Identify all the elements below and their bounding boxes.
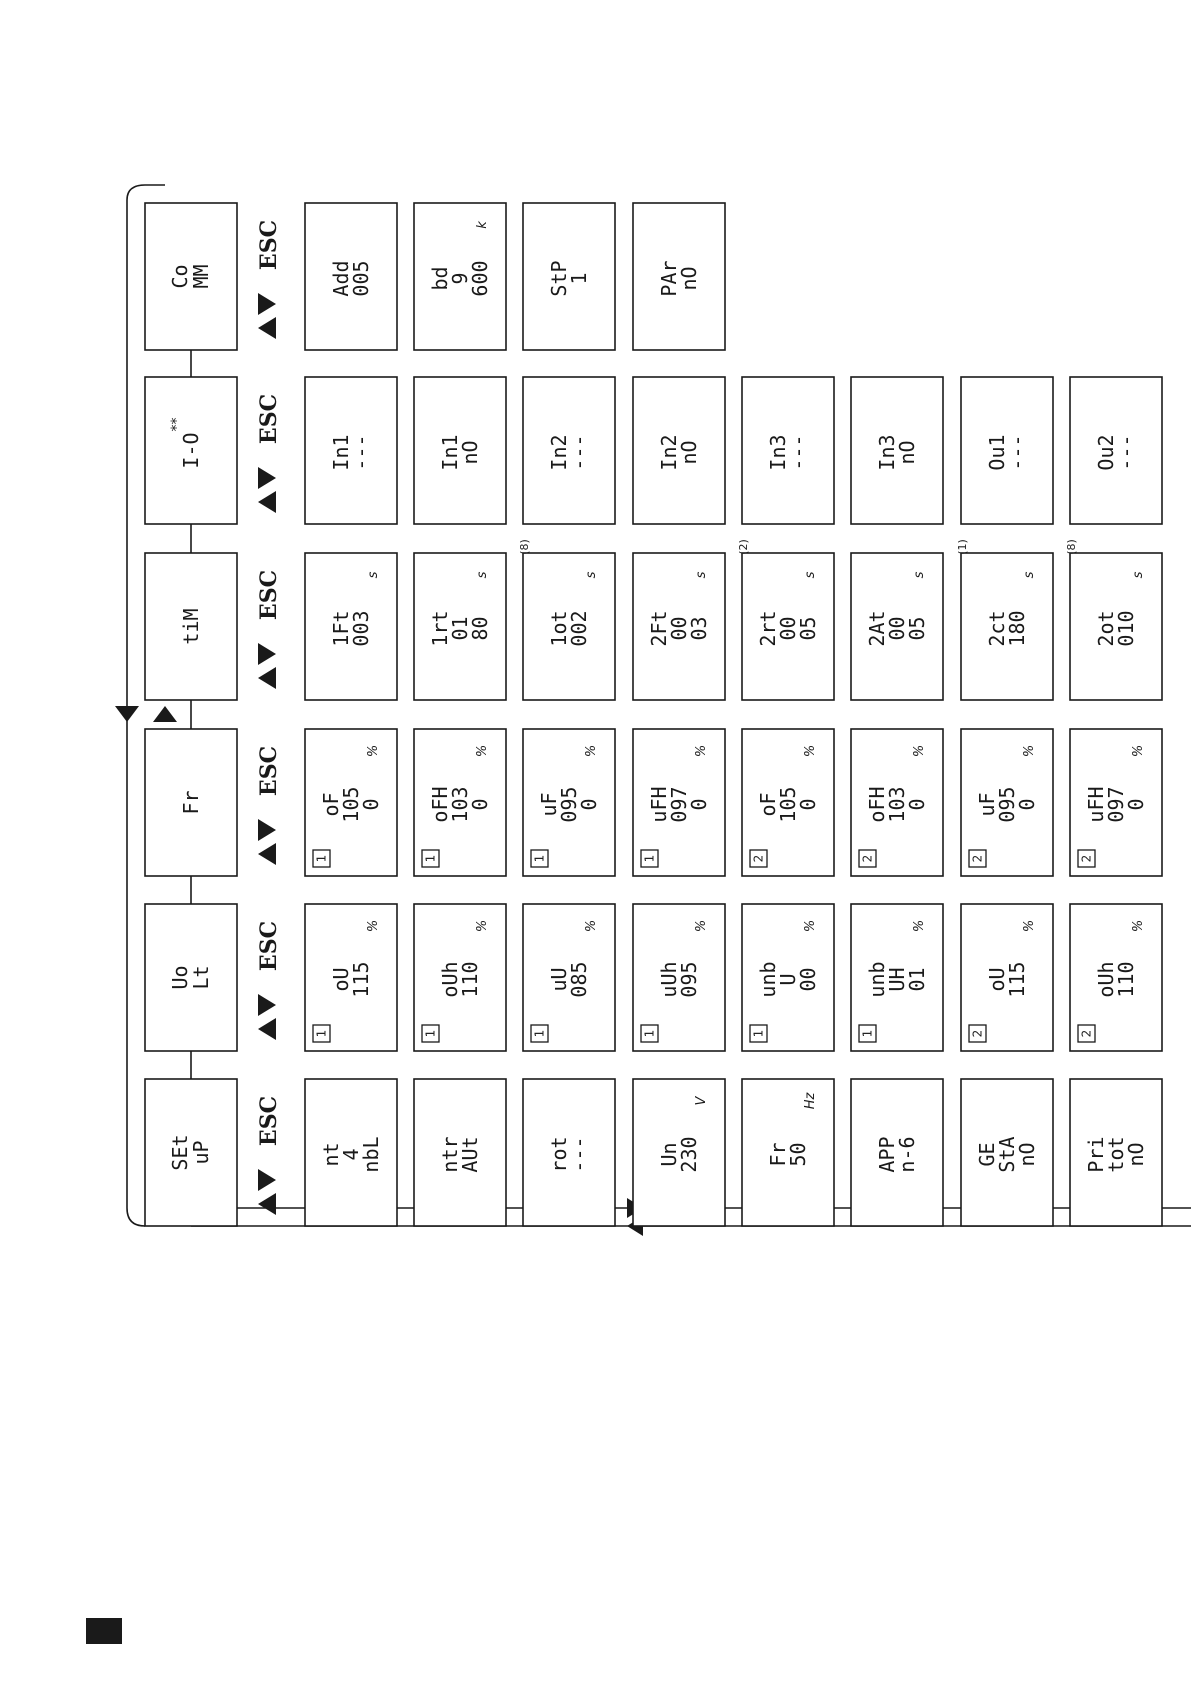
menu-header-label: [179, 432, 203, 468]
channel-tag-label: 1: [423, 854, 438, 863]
parameter-line: 097: [1104, 786, 1128, 823]
parameter-line: 2rt: [756, 610, 780, 647]
parameter-line: ---: [567, 1136, 591, 1173]
parameter-box-io[interactable]: [633, 377, 725, 524]
channel-tag-label: 1: [751, 1029, 766, 1038]
channel-tag: [531, 1025, 548, 1042]
parameter-line: 50: [786, 1142, 810, 1167]
parameter-box-timers[interactable]: [305, 553, 397, 700]
parameter-line: 0: [359, 798, 383, 811]
parameter-line: APP: [875, 1136, 899, 1173]
unit-label: s: [584, 571, 599, 579]
menu-header-timers[interactable]: [145, 553, 237, 700]
parameter-box-frequency[interactable]: [414, 729, 506, 876]
parameter-value-text: [329, 260, 373, 296]
parameter-value-text: [1094, 961, 1138, 997]
parameter-line: 002: [567, 610, 591, 647]
parameter-box-timers[interactable]: [737, 539, 834, 700]
menu-header-line: SEt: [168, 1134, 192, 1171]
left-triangle-icon: [258, 667, 276, 689]
parameter-line: 085: [567, 961, 591, 998]
parameter-line: nO: [458, 440, 482, 465]
parameter-line: Ou1: [985, 434, 1009, 471]
parameter-line: 1rt: [428, 610, 452, 647]
parameter-line: unb: [756, 961, 780, 998]
unit-label: %: [475, 919, 490, 933]
menu-header-io[interactable]: [145, 377, 237, 524]
parameter-box-voltage[interactable]: [523, 904, 615, 1051]
parameter-line: 05: [905, 616, 929, 641]
parameter-box-setup[interactable]: [305, 1079, 397, 1226]
parameter-line: U: [776, 973, 800, 986]
parameter-line: 105: [339, 786, 363, 823]
parameter-line: GE: [975, 1142, 999, 1167]
parameter-line: 095: [677, 961, 701, 998]
parameter-line: oF: [756, 792, 780, 817]
parameter-box-frequency[interactable]: [305, 729, 397, 876]
unit-label: k: [475, 221, 490, 229]
left-triangle-icon: [258, 843, 276, 865]
parameter-line: Pri: [1084, 1136, 1108, 1173]
right-triangle-icon: [258, 293, 276, 315]
menu-header-line: tiM: [179, 608, 203, 645]
channel-tag: [641, 850, 658, 867]
parameter-box-timers[interactable]: [414, 553, 506, 700]
channel-tag: [313, 1025, 330, 1042]
unit-label: %: [912, 919, 927, 933]
parameter-line: StA: [995, 1136, 1019, 1173]
esc-label[interactable]: ESC: [256, 219, 282, 271]
channel-tag: [859, 1025, 876, 1042]
parameter-line: n-6: [895, 1136, 919, 1173]
parameter-line: 097: [667, 786, 691, 823]
parameter-line: Add: [329, 260, 353, 297]
parameter-box-io[interactable]: [742, 377, 834, 524]
unit-label: %: [475, 744, 490, 758]
unit-label: Hz: [803, 1092, 818, 1110]
parameter-line: 1: [567, 272, 591, 285]
parameter-line: 00: [885, 616, 909, 641]
menu-comm: [145, 203, 725, 350]
parameter-box-setup[interactable]: [1070, 1079, 1162, 1226]
channel-tag: [1078, 1025, 1095, 1042]
parameter-line: 1Ft: [329, 610, 353, 647]
up-down-triangles-icon[interactable]: [258, 467, 276, 513]
parameter-line: ---: [1114, 434, 1138, 471]
parameter-line: 9: [448, 272, 472, 285]
parameter-box-timers[interactable]: [956, 539, 1053, 700]
channel-tag: [641, 1025, 658, 1042]
parameter-line: 0: [577, 798, 601, 811]
left-triangle-icon: [258, 317, 276, 339]
parameter-line: 00: [667, 616, 691, 641]
parameter-value-text: [547, 1136, 591, 1172]
parameter-box-timers[interactable]: [851, 553, 943, 700]
menu-header-line: uP: [189, 1140, 213, 1165]
unit-label: %: [584, 744, 599, 758]
parameter-line: Un: [657, 1142, 681, 1167]
channel-tag: [313, 850, 330, 867]
menu-io: [145, 377, 1162, 524]
parameter-line: uUh: [657, 961, 681, 998]
unit-label: s: [912, 571, 927, 579]
parameter-line: bd: [428, 266, 452, 291]
right-triangle-icon: [258, 1169, 276, 1191]
parameter-line: 0: [1124, 798, 1148, 811]
parameter-box-io[interactable]: [1070, 377, 1162, 524]
parameter-line: 03: [687, 616, 711, 641]
parameter-line: 0: [468, 798, 492, 811]
parameter-line: 600: [468, 260, 492, 297]
unit-label: %: [1022, 744, 1037, 758]
channel-tag-label: 1: [423, 1029, 438, 1038]
parameter-line: oF: [319, 792, 343, 817]
parameter-value-text: [766, 434, 810, 470]
parameter-line: oU: [329, 967, 353, 992]
parameter-line: Fr: [766, 1142, 790, 1167]
parameter-value-text: [547, 610, 591, 646]
parameter-value-text: [1094, 434, 1138, 470]
parameter-line: nbL: [359, 1136, 383, 1173]
parameter-box-comm[interactable]: [523, 203, 615, 350]
unit-label: %: [694, 744, 709, 758]
parameter-line: tot: [1104, 1136, 1128, 1173]
parameter-line: 0: [687, 798, 711, 811]
parameter-line: 103: [885, 786, 909, 823]
parameter-value-text: [1094, 610, 1138, 646]
parameter-line: ---: [1005, 434, 1029, 471]
footnote-marker: (1): [956, 539, 969, 555]
esc-label[interactable]: ESC: [256, 393, 282, 445]
parameter-line: ---: [567, 434, 591, 471]
parameter-line: 01: [448, 616, 472, 641]
menu-header-label: [179, 608, 203, 644]
channel-tag-label: 1: [314, 1029, 329, 1038]
parameter-value-text: [766, 1142, 810, 1166]
unit-label: s: [1131, 571, 1146, 579]
parameter-line: 4: [339, 1148, 363, 1161]
parameter-line: 003: [349, 610, 373, 647]
unit-label: %: [1131, 919, 1146, 933]
menu-header-voltage[interactable]: [145, 904, 237, 1051]
parameter-line: Ou2: [1094, 434, 1118, 471]
parameter-box-comm[interactable]: [414, 203, 506, 350]
parameter-value-text: [875, 1136, 919, 1172]
menu-timers: [145, 539, 1162, 700]
parameter-line: uU: [547, 967, 571, 992]
channel-tag: [422, 1025, 439, 1042]
parameter-box-io[interactable]: [961, 377, 1053, 524]
left-triangle-icon: [258, 1018, 276, 1040]
parameter-line: uFH: [1084, 786, 1108, 823]
parameter-value-text: [438, 1136, 482, 1172]
menu-header-line: Uo: [168, 965, 192, 990]
right-triangle-icon: [258, 819, 276, 841]
parameter-line: 01: [905, 967, 929, 992]
parameter-line: uF: [537, 792, 561, 817]
menu-header-label: [179, 790, 203, 814]
parameter-line: StP: [547, 260, 571, 297]
parameter-box-setup[interactable]: [633, 1079, 725, 1226]
parameter-line: ---: [349, 434, 373, 471]
parameter-line: 105: [776, 786, 800, 823]
parameter-box-io[interactable]: [305, 377, 397, 524]
channel-tag: [969, 850, 986, 867]
unit-label: %: [1022, 919, 1037, 933]
up-down-triangles-icon[interactable]: [258, 819, 276, 865]
parameter-line: 0: [1015, 798, 1039, 811]
parameter-line: oU: [985, 967, 1009, 992]
parameter-line: 00: [776, 616, 800, 641]
menu-header-label: [168, 264, 213, 288]
parameter-box-voltage[interactable]: [851, 904, 943, 1051]
parameter-box-io[interactable]: [414, 377, 506, 524]
parameter-line: 2ct: [985, 610, 1009, 647]
parameter-line: rot: [547, 1136, 571, 1173]
channel-tag-label: 2: [1079, 1029, 1094, 1038]
parameter-line: nO: [895, 440, 919, 465]
menu-header-setup[interactable]: [145, 1079, 237, 1226]
parameter-line: In2: [657, 434, 681, 471]
channel-tag: [750, 1025, 767, 1042]
menu-header-line: Fr: [179, 790, 203, 815]
channel-tag-label: 1: [642, 854, 657, 863]
parameter-box-voltage[interactable]: [305, 904, 397, 1051]
parameter-line: 2ot: [1094, 610, 1118, 647]
parameter-box-setup[interactable]: [961, 1079, 1053, 1226]
footnote-marker: (8): [518, 539, 531, 555]
parameter-line: nO: [677, 266, 701, 291]
parameter-box-timers[interactable]: [518, 539, 615, 700]
parameter-line: In1: [438, 434, 462, 471]
right-triangle-icon: [258, 994, 276, 1016]
menu-voltage: [145, 904, 1162, 1051]
up-arrow-icon: [153, 706, 177, 722]
parameter-box-timers[interactable]: [1065, 539, 1162, 700]
parameter-line: 005: [349, 260, 373, 297]
parameter-line: 0: [796, 798, 820, 811]
parameter-value-text: [329, 610, 373, 646]
menu-header-frequency[interactable]: [145, 729, 237, 876]
unit-label: s: [694, 571, 709, 579]
channel-tag-label: 1: [314, 854, 329, 863]
channel-tag-label: 2: [1079, 854, 1094, 863]
esc-label[interactable]: ESC: [256, 1095, 282, 1147]
parameter-line: 115: [1005, 961, 1029, 998]
parameter-line: 1ot: [547, 610, 571, 647]
channel-tag-label: 2: [970, 1029, 985, 1038]
parameter-line: 010: [1114, 610, 1138, 647]
unit-label: s: [366, 571, 381, 579]
parameter-line: 05: [796, 616, 820, 641]
parameter-line: nO: [1124, 1142, 1148, 1167]
parameter-box-frequency[interactable]: [523, 729, 615, 876]
unit-label: %: [366, 744, 381, 758]
unit-label: %: [803, 919, 818, 933]
parameter-line: PAr: [657, 260, 681, 297]
parameter-box-frequency[interactable]: [961, 729, 1053, 876]
parameter-line: nt: [319, 1142, 343, 1167]
footnote-marker: (2): [737, 539, 750, 555]
parameter-line: In2: [547, 434, 571, 471]
down-arrow-icon: [115, 706, 139, 722]
channel-tag-label: 1: [532, 1029, 547, 1038]
parameter-line: oFH: [865, 786, 889, 823]
menu-tree: [145, 203, 1162, 1226]
channel-tag-label: 1: [860, 1029, 875, 1038]
parameter-box-timers[interactable]: [633, 553, 725, 700]
parameter-box-setup[interactable]: [851, 1079, 943, 1226]
parameter-line: oFH: [428, 786, 452, 823]
menu-setup: [145, 1079, 1162, 1226]
parameter-value-text: [329, 434, 373, 470]
parameter-line: oUh: [438, 961, 462, 998]
channel-tag-label: 1: [642, 1029, 657, 1038]
parameter-line: 095: [557, 786, 581, 823]
esc-label[interactable]: ESC: [256, 920, 282, 972]
menu-header-line: Co: [168, 264, 192, 289]
channel-tag-label: 1: [532, 854, 547, 863]
parameter-line: unb: [865, 961, 889, 998]
parameter-box-setup[interactable]: [742, 1079, 834, 1226]
unit-label: s: [475, 571, 490, 579]
parameter-line: ---: [786, 434, 810, 471]
parameter-line: 80: [468, 616, 492, 641]
parameter-line: 0: [905, 798, 929, 811]
parameter-line: 00: [796, 967, 820, 992]
parameter-box-voltage[interactable]: [961, 904, 1053, 1051]
unit-label: %: [803, 744, 818, 758]
up-down-triangles-icon[interactable]: [258, 293, 276, 339]
channel-tag: [969, 1025, 986, 1042]
parameter-value-text: [547, 434, 591, 470]
parameter-line: 180: [1005, 610, 1029, 647]
parameter-line: 103: [448, 786, 472, 823]
menu-header-comm[interactable]: [145, 203, 237, 350]
parameter-box-frequency[interactable]: [851, 729, 943, 876]
parameter-line: UH: [885, 967, 909, 992]
channel-tag: [750, 850, 767, 867]
left-triangle-icon: [258, 1193, 276, 1215]
footnote-marker: (8): [1065, 539, 1078, 555]
parameter-line: 110: [458, 961, 482, 998]
parameter-line: ntr: [438, 1136, 462, 1173]
left-triangle-icon: [258, 491, 276, 513]
parameter-value-text: [985, 434, 1029, 470]
esc-label[interactable]: ESC: [256, 569, 282, 621]
unit-label: V: [694, 1096, 709, 1106]
menu-header-line: I-O: [179, 432, 203, 469]
parameter-value-text: [438, 961, 482, 997]
parameter-box-setup[interactable]: [523, 1079, 615, 1226]
unit-label: %: [584, 919, 599, 933]
unit-label: %: [694, 919, 709, 933]
channel-tag-label: 2: [751, 854, 766, 863]
parameter-box-frequency[interactable]: [1070, 729, 1162, 876]
right-triangle-icon: [258, 643, 276, 665]
parameter-box-comm[interactable]: [305, 203, 397, 350]
channel-tag-label: 2: [860, 854, 875, 863]
parameter-box-io[interactable]: [523, 377, 615, 524]
unit-label: %: [912, 744, 927, 758]
parameter-line: 2At: [865, 610, 889, 647]
channel-tag-label: 2: [970, 854, 985, 863]
parameter-box-voltage[interactable]: [414, 904, 506, 1051]
parameter-value-text: [657, 961, 701, 997]
parameter-box-comm[interactable]: [633, 203, 725, 350]
unit-label: s: [803, 571, 818, 579]
parameter-box-setup[interactable]: [414, 1079, 506, 1226]
channel-tag: [531, 850, 548, 867]
parameter-line: 110: [1114, 961, 1138, 998]
unit-label: s: [1022, 571, 1037, 579]
menu-header-superscript: **: [169, 417, 185, 432]
parameter-line: uF: [975, 792, 999, 817]
menu-header-line: MM: [189, 264, 213, 289]
channel-tag: [1078, 850, 1095, 867]
parameter-line: uFH: [647, 786, 671, 823]
up-down-triangles-icon[interactable]: [258, 994, 276, 1040]
parameter-line: nO: [1015, 1142, 1039, 1167]
parameter-box-io[interactable]: [851, 377, 943, 524]
parameter-box-voltage[interactable]: [633, 904, 725, 1051]
parameter-line: 230: [677, 1136, 701, 1173]
channel-tag: [422, 850, 439, 867]
parameter-line: In1: [329, 434, 353, 471]
parameter-line: 115: [349, 961, 373, 998]
menu-header-line: Lt: [189, 965, 213, 990]
menu-frequency: [145, 729, 1162, 876]
page-marker: [86, 1618, 122, 1644]
parameter-line: 095: [995, 786, 1019, 823]
unit-label: %: [366, 919, 381, 933]
parameter-line: In3: [766, 434, 790, 471]
channel-tag: [859, 850, 876, 867]
parameter-line: 2Ft: [647, 610, 671, 647]
loop-line: [127, 185, 145, 1226]
unit-label: %: [1131, 744, 1146, 758]
parameter-box-frequency[interactable]: [742, 729, 834, 876]
parameter-line: In3: [875, 434, 899, 471]
up-down-triangles-icon[interactable]: [258, 643, 276, 689]
esc-label[interactable]: ESC: [256, 745, 282, 797]
parameter-line: nO: [677, 440, 701, 465]
parameter-box-frequency[interactable]: [633, 729, 725, 876]
parameter-box-voltage[interactable]: [742, 904, 834, 1051]
parameter-line: AUt: [458, 1136, 482, 1173]
parameter-box-voltage[interactable]: [1070, 904, 1162, 1051]
right-triangle-icon: [258, 467, 276, 489]
parameter-line: oUh: [1094, 961, 1118, 998]
parameter-value-text: [985, 610, 1029, 646]
menu-header-label: [168, 965, 213, 989]
